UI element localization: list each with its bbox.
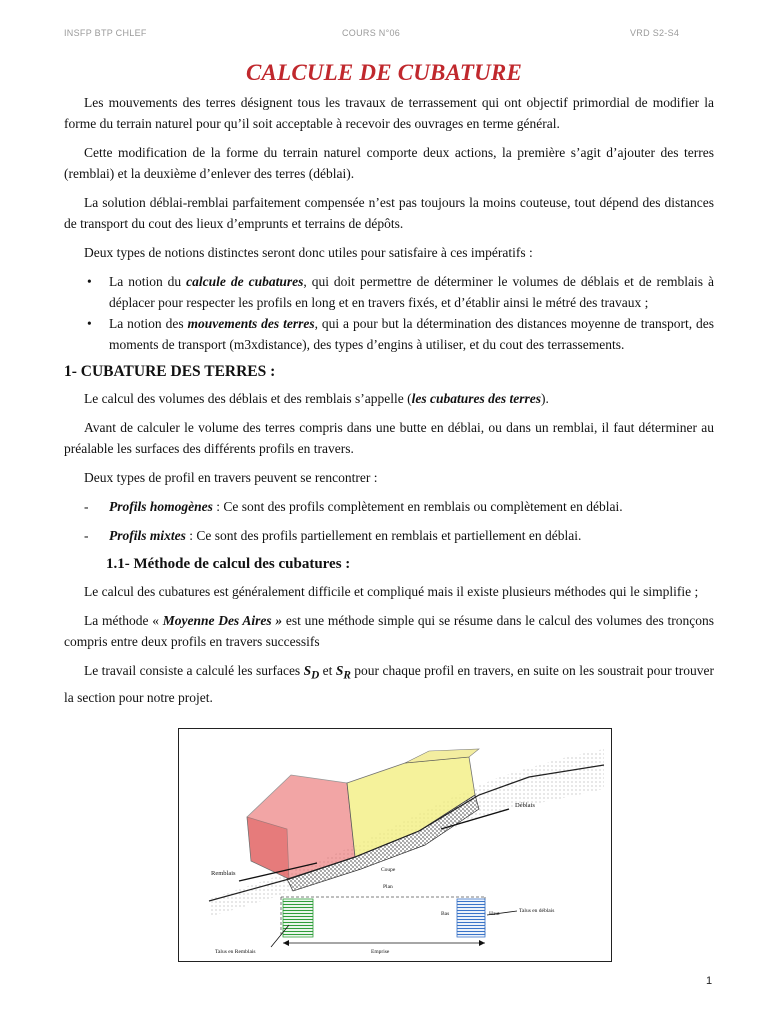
- label-emprise: Emprise: [371, 949, 390, 955]
- label-remblais: Remblais: [211, 870, 236, 877]
- cubature-diagram-svg: [179, 729, 611, 961]
- text-run: et: [319, 663, 336, 678]
- text-run: Le travail consiste a calculé les surfaces: [84, 663, 304, 678]
- intro-paragraph-3: La solution déblai-remblai parfaitement compensée n’est pas toujours la moins couteuse, tout dépend des distances de transport du cout des lieux d’emprunts et terrains de dépôts.: [64, 195, 714, 231]
- bullet-emphasis: calcule de cubatures: [186, 274, 304, 289]
- section11-paragraph-1: Le calcul des cubatures est généralement difficile et compliqué mais il existe plusieurs méthodes qui le simplifie ;: [84, 584, 699, 599]
- header-left: INSFP BTP CHLEF: [64, 28, 147, 38]
- text-emphasis: Profils homogènes: [109, 499, 213, 514]
- section1-paragraph-3: Deux types de profil en travers peuvent se rencontrer :: [84, 470, 378, 485]
- section1-paragraph-1: [64, 388, 714, 409]
- text-run: est une méthode simple qui se résume dans le calcul des volumes des tronçons compris entre deux profils en travers successifs: [64, 613, 714, 649]
- intro-paragraph-1: Les mouvements des terres désignent tous les travaux de terrassement qui ont objectif primordial de modifier la forme du terrain naturel pour qu’il soit acceptable à recevoir des ouvrages en terme général.: [64, 95, 714, 131]
- symbol-subscript: D: [311, 669, 320, 682]
- bullet-text: La notion des: [109, 316, 188, 331]
- section-heading-1: 1- CUBATURE DES TERRES :: [64, 363, 276, 380]
- section11-paragraph-2: [64, 610, 714, 652]
- header-center: COURS N°06: [342, 28, 401, 38]
- surface-sr: [335, 663, 351, 682]
- label-talus-remblais: Talus en Remblais: [215, 949, 256, 955]
- label-talus-deblais: Talus en déblais: [519, 908, 555, 914]
- symbol: S: [303, 663, 312, 678]
- label-deblais: Déblais: [515, 802, 535, 809]
- emprise-arrow-left: [283, 940, 289, 946]
- profile-type-homogenes: [64, 496, 714, 517]
- text-emphasis: Moyenne Des Aires »: [162, 613, 283, 628]
- dash-text: [109, 496, 714, 517]
- label-plan: Plan: [383, 884, 393, 890]
- section-heading-1-1: 1.1- Méthode de calcul des cubatures :: [106, 556, 351, 572]
- text-run: Le calcul des volumes des déblais et des remblais s’appelle (: [84, 391, 412, 406]
- text-run: : Ce sont des profils complètement en remblais ou complètement en déblai.: [212, 499, 623, 514]
- text-run: ).: [541, 391, 549, 406]
- dash-text: [109, 525, 714, 546]
- notions-list: [64, 271, 714, 355]
- dash-marker: -: [84, 528, 89, 543]
- symbol-subscript: R: [343, 669, 351, 682]
- text-run: : Ce sont des profils partiellement en remblais et partiellement en déblai.: [185, 528, 582, 543]
- intro-paragraph-4: Deux types de notions distinctes seront donc utiles pour satisfaire à ces impératifs :: [84, 245, 533, 260]
- document-body: [64, 92, 714, 716]
- list-item: [109, 271, 714, 313]
- label-bas: Bas: [441, 911, 450, 917]
- text-emphasis: les cubatures des terres: [411, 391, 542, 406]
- cubature-diagram: [178, 728, 612, 962]
- text-run: La méthode «: [84, 613, 163, 628]
- bullet-text: , qui a pour but la détermination des distances moyenne de transport, des moments de transport (m3xdistance), des types d’engins à utiliser, et du cout des terrassements.: [109, 316, 714, 352]
- page-title: CALCULE DE CUBATURE: [245, 60, 523, 85]
- text-emphasis: Profils mixtes: [109, 528, 186, 543]
- talus-remblais-plan: [283, 899, 313, 937]
- profile-type-mixtes: [64, 525, 714, 546]
- bullet-text: , qui doit permettre de déterminer le volumes de déblais et de remblais à déplacer pour respecter les profils en long et en travers fixés, et d’établir ainsi le métré des travaux ;: [109, 274, 714, 310]
- page-number: 1: [706, 975, 713, 987]
- surface-sd: [303, 663, 320, 682]
- intro-paragraph-2: Cette modification de la forme du terrain naturel comporte deux actions, la première s’agit d’ajouter des terres (remblai) et la deuxième d’enlever des terres (déblai).: [64, 145, 714, 181]
- bullet-text: La notion du: [109, 274, 187, 289]
- bullet-emphasis: mouvements des terres: [187, 316, 315, 331]
- dash-marker: -: [84, 499, 89, 514]
- symbol: S: [335, 663, 344, 678]
- label-haut: Haut: [489, 911, 500, 917]
- text-run: pour chaque profil en travers, en suite on les soustrait pour trouver la section pour notre projet.: [64, 663, 714, 705]
- section11-paragraph-3: [64, 660, 714, 708]
- section1-paragraph-2: Avant de calculer le volume des terres compris dans une butte en déblai, ou dans un remblai, il faut déterminer au préalable les surfaces des différents profils en travers.: [64, 420, 714, 456]
- list-item: [109, 313, 714, 355]
- emprise-arrow-right: [479, 940, 485, 946]
- label-coupe: Coupe: [381, 867, 396, 873]
- talus-deblais-plan: [457, 899, 485, 937]
- header-right: VRD S2-S4: [630, 28, 680, 38]
